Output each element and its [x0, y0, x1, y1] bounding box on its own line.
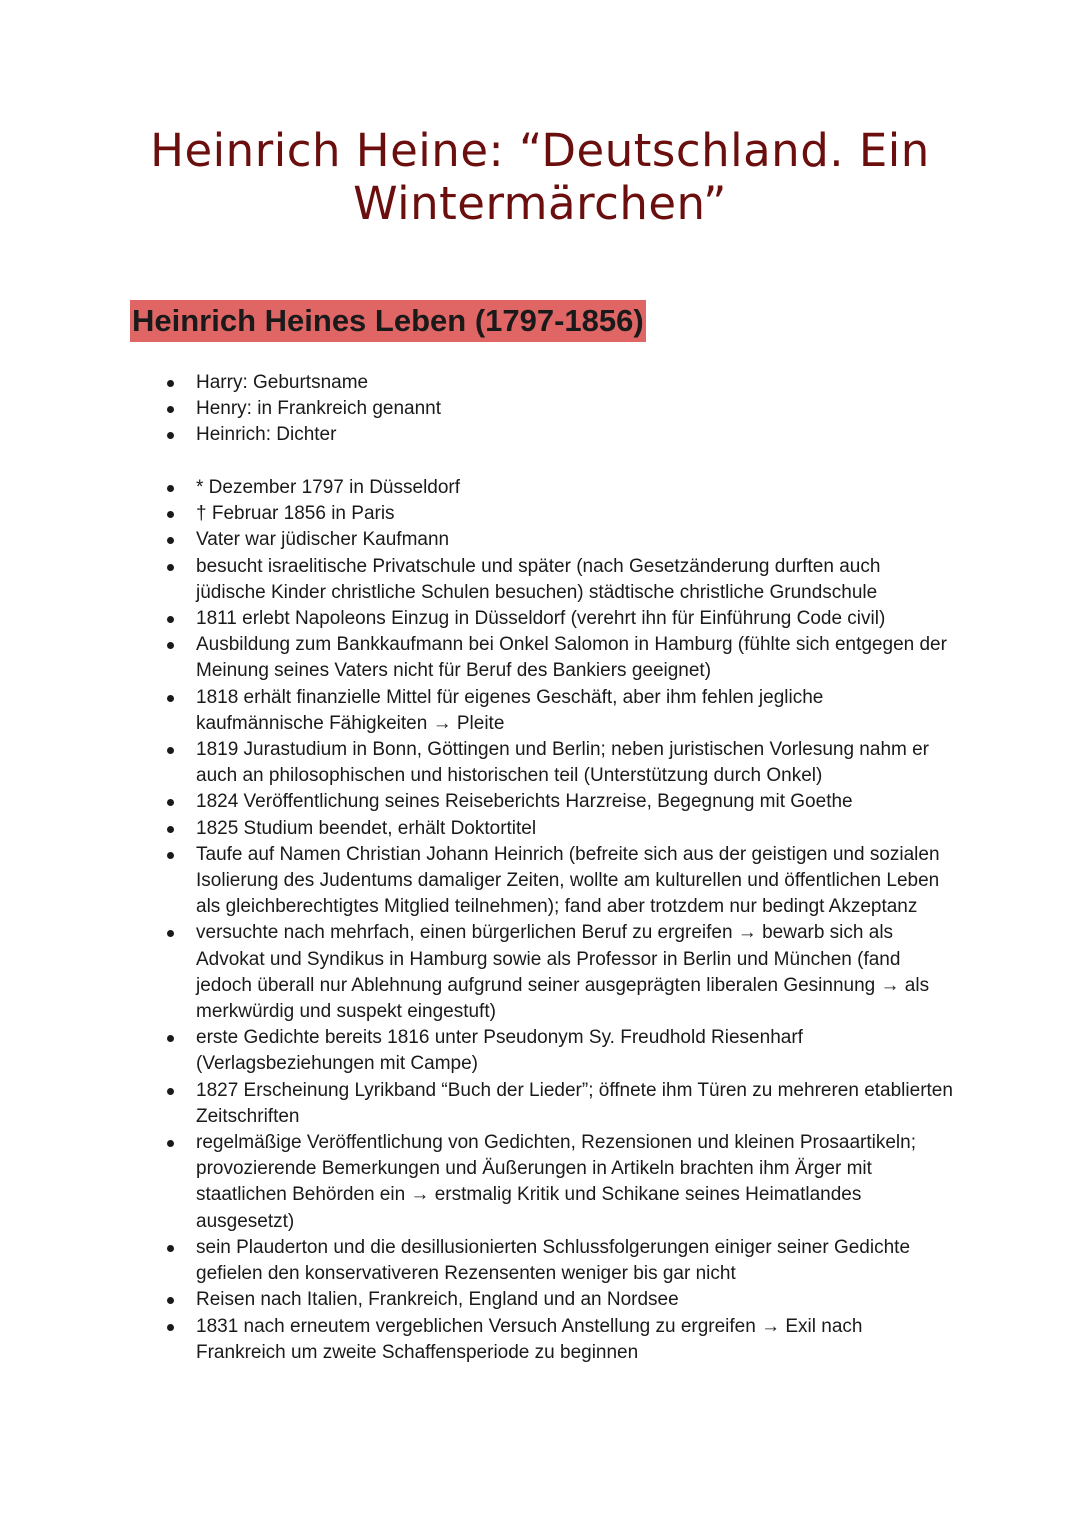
section-heading-life: Heinrich Heines Leben (1797-1856)	[130, 300, 646, 342]
list-item: 1824 Veröffentlichung seines Reiseberichts Harzreise, Begegnung mit Goethe	[163, 789, 953, 815]
biography-list	[163, 475, 953, 1366]
list-item: Ausbildung zum Bankkaufmann bei Onkel Salomon in Hamburg (fühlte sich entgegen der Meinung seines Vaters nicht für Beruf des Bankiers geeignet)	[163, 632, 953, 684]
list-item: Heinrich: Dichter	[163, 422, 953, 448]
list-item: 1818 erhält finanzielle Mittel für eigenes Geschäft, aber ihm fehlen jegliche kaufmännische Fähigkeiten → Pleite	[163, 685, 953, 737]
list-item: Vater war jüdischer Kaufmann	[163, 527, 953, 553]
list-item: † Februar 1856 in Paris	[163, 501, 953, 527]
list-item: * Dezember 1797 in Düsseldorf	[163, 475, 953, 501]
list-item: Taufe auf Namen Christian Johann Heinrich (befreite sich aus der geistigen und sozialen Isolierung des Judentums damaliger Zeiten, wollte am kulturellen und öffentlichen Leben als gleichberechtigtes Mitglied teilnehmen); fand aber trotzdem nur bedingt Akzeptanz	[163, 842, 953, 921]
list-item: sein Plauderton und die desillusionierten Schlussfolgerungen einiger seiner Gedichte gefielen den konservativeren Rezensenten weniger bis gar nicht	[163, 1235, 953, 1287]
list-item: 1827 Erscheinung Lyrikband “Buch der Lieder”; öffnete ihm Türen zu mehreren etablierten Zeitschriften	[163, 1078, 953, 1130]
list-item: besucht israelitische Privatschule und später (nach Gesetzänderung durften auch jüdische Kinder christliche Schulen besuchen) städtische christliche Grundschule	[163, 554, 953, 606]
list-item: Henry: in Frankreich genannt	[163, 396, 953, 422]
list-item: Reisen nach Italien, Frankreich, England und an Nordsee	[163, 1287, 953, 1313]
list-item: 1831 nach erneutem vergeblichen Versuch Anstellung zu ergreifen → Exil nach Frankreich um zweite Schaffensperiode zu beginnen	[163, 1314, 953, 1366]
list-item: 1811 erlebt Napoleons Einzug in Düsseldorf (verehrt ihn für Einführung Code civil)	[163, 606, 953, 632]
document-title	[0, 124, 1080, 230]
names-list	[163, 370, 953, 449]
list-item: 1819 Jurastudium in Bonn, Göttingen und Berlin; neben juristischen Vorlesung nahm er auch an philosophischen und historischen teil (Unterstützung durch Onkel)	[163, 737, 953, 789]
list-item: versuchte nach mehrfach, einen bürgerlichen Beruf zu ergreifen → bewarb sich als Advokat und Syndikus in Hamburg sowie als Professor in Berlin und München (fand jedoch überall nur Ablehnung aufgrund seiner ausgeprägten liberalen Gesinnung → als merkwürdig und suspekt eingestuft)	[163, 920, 953, 1025]
list-item: 1825 Studium beendet, erhält Doktortitel	[163, 816, 953, 842]
document-title-line-2: Wintermärchen”	[353, 177, 727, 230]
list-item: erste Gedichte bereits 1816 unter Pseudonym Sy. Freudhold Riesenharf (Verlagsbeziehungen mit Campe)	[163, 1025, 953, 1077]
list-item: regelmäßige Veröffentlichung von Gedichten, Rezensionen und kleinen Prosaartikeln; provozierende Bemerkungen und Äußerungen in Artikeln brachten ihm Ärger mit staatlichen Behörden ein → erstmalig Kritik und Schikane seines Heimatlandes ausgesetzt)	[163, 1130, 953, 1235]
document-title-line-1: Heinrich Heine: “Deutschland. Ein	[150, 124, 930, 177]
list-item: Harry: Geburtsname	[163, 370, 953, 396]
